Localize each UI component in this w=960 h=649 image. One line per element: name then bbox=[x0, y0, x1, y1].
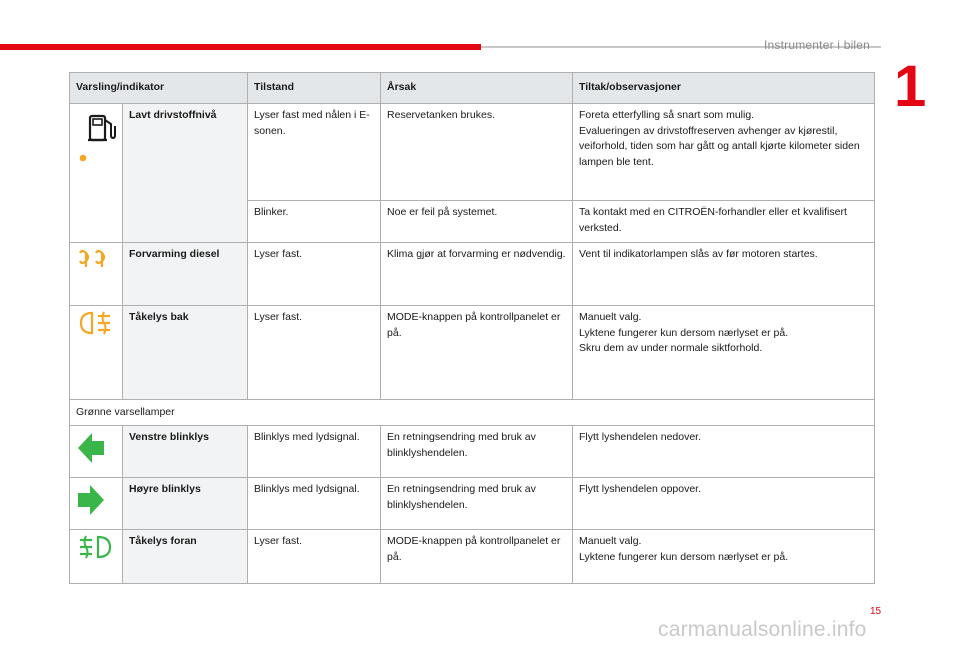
table-row bbox=[70, 426, 875, 478]
header-accent-bar bbox=[0, 44, 481, 50]
tiltak-cell: Manuelt valg. Lyktene fungerer kun dersom nærlyset er på. Skru dem av under normale siktforhold. bbox=[573, 306, 875, 400]
chapter-number: 1 bbox=[894, 54, 927, 119]
tiltak-cell: Foreta etterfylling så snart som mulig. Evalueringen av drivstoffreserven avhenger av kjørestil, veiforhold, tiden som har gått og antall kjørte kilometer siden lampen ble tent. bbox=[573, 104, 875, 201]
section-title: Instrumenter i bilen bbox=[764, 38, 871, 52]
table-row bbox=[70, 530, 875, 584]
icon-cell bbox=[70, 104, 123, 243]
tilstand-cell: Lyser fast. bbox=[248, 306, 381, 400]
tiltak-cell: Flytt lyshendelen oppover. bbox=[573, 478, 875, 530]
tilstand-cell: Blinklys med lydsignal. bbox=[248, 426, 381, 478]
indicator-name: Lavt drivstoffnivå bbox=[123, 104, 248, 243]
icon-cell bbox=[70, 243, 123, 306]
arsak-cell: Reservetanken brukes. bbox=[381, 104, 573, 201]
arrow-left-icon bbox=[76, 430, 106, 472]
table-row bbox=[70, 104, 875, 201]
table-row bbox=[70, 478, 875, 530]
tilstand-cell: Lyser fast med nålen i E-sonen. bbox=[248, 104, 381, 201]
icon-cell bbox=[70, 426, 123, 478]
page-number: 15 bbox=[870, 606, 882, 617]
table-header-row bbox=[70, 73, 875, 104]
front-fog-light-icon bbox=[76, 534, 116, 566]
arsak-cell: MODE-knappen på kontrollpanelet er på. bbox=[381, 306, 573, 400]
icon-cell bbox=[70, 530, 123, 584]
glow-plug-icon bbox=[76, 247, 116, 277]
arsak-cell: En retningsendring med bruk av blinklyshendelen. bbox=[381, 478, 573, 530]
indicator-name: Venstre blinklys bbox=[123, 426, 248, 478]
table-row bbox=[70, 306, 875, 400]
indicator-name: Forvarming diesel bbox=[123, 243, 248, 306]
icon-cell bbox=[70, 478, 123, 530]
tilstand-cell: Lyser fast. bbox=[248, 530, 381, 584]
arsak-cell: En retningsendring med bruk av blinklyshendelen. bbox=[381, 426, 573, 478]
arsak-cell: Klima gjør at forvarming er nødvendig. bbox=[381, 243, 573, 306]
watermark: carmanualsonline.info bbox=[658, 618, 867, 641]
rear-fog-light-icon bbox=[76, 310, 116, 342]
section-row bbox=[70, 400, 875, 426]
arsak-cell: MODE-knappen på kontrollpanelet er på. bbox=[381, 530, 573, 584]
tiltak-cell: Flytt lyshendelen nedover. bbox=[573, 426, 875, 478]
icon-cell bbox=[70, 306, 123, 400]
indicator-name: Tåkelys foran bbox=[123, 530, 248, 584]
indicator-table bbox=[69, 72, 875, 584]
tilstand-cell: Blinker. bbox=[248, 201, 381, 243]
column-header: Tiltak/observasjoner bbox=[573, 73, 875, 104]
section-label: Grønne varsellamper bbox=[70, 400, 875, 426]
tiltak-cell: Ta kontakt med en CITROËN-forhandler eller et kvalifisert verksted. bbox=[573, 201, 875, 243]
indicator-name: Høyre blinklys bbox=[123, 478, 248, 530]
arsak-cell: Noe er feil på systemet. bbox=[381, 201, 573, 243]
fuel-pump-icon bbox=[76, 108, 128, 174]
tiltak-cell: Vent til indikatorlampen slås av før motoren startes. bbox=[573, 243, 875, 306]
arrow-right-icon bbox=[76, 482, 106, 524]
column-header: Årsak bbox=[381, 73, 573, 104]
tilstand-cell: Blinklys med lydsignal. bbox=[248, 478, 381, 530]
table-row bbox=[70, 243, 875, 306]
indicator-name: Tåkelys bak bbox=[123, 306, 248, 400]
tiltak-cell: Manuelt valg. Lyktene fungerer kun dersom nærlyset er på. bbox=[573, 530, 875, 584]
column-header: Tilstand bbox=[248, 73, 381, 104]
column-header: Varsling/indikator bbox=[70, 73, 248, 104]
tilstand-cell: Lyser fast. bbox=[248, 243, 381, 306]
